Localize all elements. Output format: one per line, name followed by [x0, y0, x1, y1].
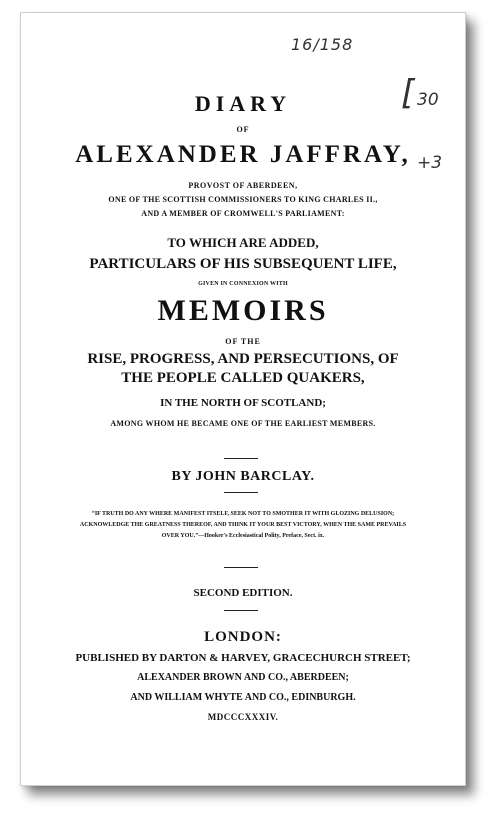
rise-line-1: RISE, PROGRESS, AND PERSECUTIONS, OF	[87, 351, 399, 367]
divider-rule-1	[224, 458, 258, 459]
of-line-2: OF THE	[225, 337, 261, 346]
author-line: BY JOHN BARCLAY.	[171, 469, 315, 484]
description-line-2: ONE OF THE SCOTTISH COMMISSIONERS TO KING CHARLES II.,	[108, 195, 378, 204]
edition-line: SECOND EDITION.	[193, 587, 293, 599]
north-line: IN THE NORTH OF SCOTLAND;	[160, 397, 326, 409]
handwritten-catalog-number: 16/158	[291, 35, 354, 54]
epigraph-line-1: “IF TRUTH DO ANY WHERE MANIFEST ITSELF, SEEK NOT TO SMOTHER IT WITH GLOZING DELUSION;	[91, 511, 395, 517]
title-page	[20, 12, 466, 786]
rise-line-2: THE PEOPLE CALLED QUAKERS,	[121, 370, 365, 386]
added-line-2: PARTICULARS OF HIS SUBSEQUENT LIFE,	[89, 256, 397, 272]
divider-rule-3	[224, 567, 258, 568]
added-line-1: TO WHICH ARE ADDED,	[167, 235, 319, 250]
description-line-1: PROVOST OF ABERDEEN,	[188, 181, 298, 190]
divider-rule-4	[224, 610, 258, 611]
epigraph-line-3: OVER YOU.”—Hooker's Ecclesiastical Polity, Preface, Sect. ix.	[161, 533, 325, 539]
handwritten-bracket: [	[401, 73, 415, 113]
handwritten-price-2: +3	[417, 153, 443, 173]
publisher-line-3: AND WILLIAM WHYTE AND CO., EDINBURGH.	[130, 692, 356, 703]
title-line-1: DIARY	[194, 91, 292, 116]
year-line: MDCCCXXXIV.	[207, 712, 279, 722]
city-line: LONDON:	[204, 629, 282, 645]
divider-rule-2	[224, 492, 258, 493]
memoirs-heading: MEMOIRS	[157, 294, 329, 327]
publisher-line-2: ALEXANDER BROWN AND CO., ABERDEEN;	[137, 672, 349, 683]
among-line: AMONG WHOM HE BECAME ONE OF THE EARLIEST MEMBERS.	[110, 419, 376, 428]
description-line-3: AND A MEMBER OF CROMWELL'S PARLIAMENT:	[141, 209, 345, 218]
of-line-1: OF	[236, 125, 250, 134]
handwritten-price-1: 30	[417, 90, 439, 110]
epigraph-line-2: ACKNOWLEDGE THE GREATNESS THEREOF, AND THINK IT YOUR BEST VICTORY, WHEN THE SAME PREVAILS	[79, 522, 407, 528]
given-line: GIVEN IN CONNEXION WITH	[198, 281, 288, 287]
publisher-line-1: PUBLISHED BY DARTON & HARVEY, GRACECHURCH STREET;	[75, 652, 411, 664]
title-line-2: ALEXANDER JAFFRAY,	[75, 141, 411, 168]
